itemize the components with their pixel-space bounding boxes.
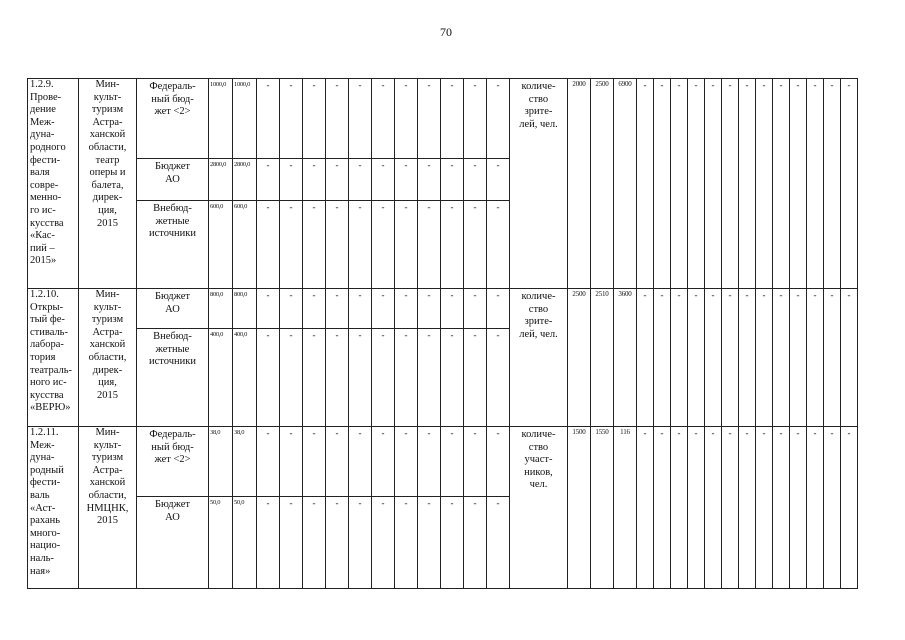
funding-dash-cell: -	[418, 497, 441, 589]
funding-dash-cell: -	[257, 329, 280, 427]
indicator-dash-cell: -	[756, 289, 773, 427]
funding-dash-cell: -	[487, 201, 510, 289]
indicator-dash-cell: -	[722, 79, 739, 289]
activity-number: 1.2.10.	[30, 289, 59, 300]
funding-dash-cell: -	[395, 329, 418, 427]
funding-dash-cell: -	[441, 201, 464, 289]
funding-dash-cell: -	[441, 427, 464, 497]
table-row	[28, 79, 858, 159]
indicator-value: 6900	[614, 79, 637, 289]
program-activities-table	[27, 78, 858, 589]
funding-dash-cell: -	[487, 159, 510, 201]
funding-dash-cell: -	[464, 289, 487, 329]
indicator-dash-cell: -	[637, 289, 654, 427]
indicator-dash-cell: -	[671, 289, 688, 427]
activity-name: Меж- дуна- родный фести- валь «Аст- рахань много- нацио- наль- ная»	[30, 439, 64, 577]
funding-dash-cell: -	[303, 329, 326, 427]
indicator-dash-cell: -	[671, 427, 688, 589]
funding-dash-cell: -	[257, 159, 280, 201]
funding-dash-cell: -	[441, 329, 464, 427]
funding-dash-cell: -	[280, 497, 303, 589]
indicator-dash-cell: -	[739, 427, 756, 589]
activity-number: 1.2.11.	[30, 427, 59, 438]
funding-total: 800,0	[209, 289, 233, 329]
funding-dash-cell: -	[487, 79, 510, 159]
funding-dash-cell: -	[372, 159, 395, 201]
funding-dash-cell: -	[326, 201, 349, 289]
indicator-value: 2510	[591, 289, 614, 427]
indicator-dash-cell: -	[688, 427, 705, 589]
indicator-dash-cell: -	[756, 427, 773, 589]
indicator-dash-cell: -	[637, 427, 654, 589]
funding-source: Внебюд- жетные источники	[137, 201, 209, 289]
funding-dash-cell: -	[372, 201, 395, 289]
funding-dash-cell: -	[487, 427, 510, 497]
indicator-dash-cell: -	[739, 289, 756, 427]
funding-source: Федераль- ный бюд- жет <2>	[137, 79, 209, 159]
funding-dash-cell: -	[303, 427, 326, 497]
funding-dash-cell: -	[326, 289, 349, 329]
indicator-dash-cell: -	[807, 427, 824, 589]
funding-dash-cell: -	[441, 289, 464, 329]
funding-total: 600,0	[209, 201, 233, 289]
funding-dash-cell: -	[349, 201, 372, 289]
funding-source: Бюджет АО	[137, 159, 209, 201]
funding-total: 400,0	[209, 329, 233, 427]
indicator-dash-cell: -	[841, 427, 858, 589]
indicator-value: 1500	[568, 427, 591, 589]
indicator-dash-cell: -	[841, 289, 858, 427]
page-number: 70	[440, 25, 452, 39]
funding-source: Федераль- ный бюд- жет <2>	[137, 427, 209, 497]
funding-year-value: 50,0	[233, 497, 257, 589]
indicator-value: 116	[614, 427, 637, 589]
indicator-value: 2000	[568, 79, 591, 289]
funding-dash-cell: -	[326, 79, 349, 159]
table-row	[28, 289, 858, 329]
funding-dash-cell: -	[395, 289, 418, 329]
funding-dash-cell: -	[303, 79, 326, 159]
indicator-value: 3600	[614, 289, 637, 427]
funding-dash-cell: -	[464, 497, 487, 589]
funding-dash-cell: -	[280, 427, 303, 497]
funding-dash-cell: -	[326, 329, 349, 427]
funding-dash-cell: -	[280, 79, 303, 159]
funding-year-value: 2800,0	[233, 159, 257, 201]
funding-dash-cell: -	[487, 289, 510, 329]
indicator-dash-cell: -	[790, 289, 807, 427]
indicator-dash-cell: -	[773, 427, 790, 589]
funding-dash-cell: -	[257, 201, 280, 289]
indicator-dash-cell: -	[790, 427, 807, 589]
indicator-dash-cell: -	[824, 289, 841, 427]
funding-total: 2800,0	[209, 159, 233, 201]
funding-year-value: 38,0	[233, 427, 257, 497]
funding-dash-cell: -	[303, 201, 326, 289]
activity-name: Откры- тый фе- стиваль- лабора- тория театраль- ного ис- кусства «ВЕРЮ»	[30, 301, 73, 414]
funding-dash-cell: -	[280, 289, 303, 329]
indicator-dash-cell: -	[722, 289, 739, 427]
funding-dash-cell: -	[464, 427, 487, 497]
funding-dash-cell: -	[418, 159, 441, 201]
executor-cell: Мин- культ- туризм Астра- ханской области, дирек- ция, 2015	[79, 289, 137, 427]
funding-dash-cell: -	[349, 159, 372, 201]
funding-year-value: 1000,0	[233, 79, 257, 159]
funding-dash-cell: -	[487, 329, 510, 427]
funding-total: 38,0	[209, 427, 233, 497]
indicator-value: 2500	[568, 289, 591, 427]
indicator-dash-cell: -	[841, 79, 858, 289]
executor-cell: Мин- культ- туризм Астра- ханской области, театр оперы и балета, дирек- ция, 2015	[79, 79, 137, 289]
activity-name: Прове- дение Меж- дуна- родного фести- валя совре- менно- го ис- кусства «Кас- пий – 2015»	[30, 91, 66, 267]
funding-dash-cell: -	[464, 79, 487, 159]
funding-dash-cell: -	[487, 497, 510, 589]
indicator-dash-cell: -	[790, 79, 807, 289]
funding-dash-cell: -	[441, 79, 464, 159]
indicator-dash-cell: -	[705, 427, 722, 589]
funding-year-value: 800,0	[233, 289, 257, 329]
funding-dash-cell: -	[349, 497, 372, 589]
funding-dash-cell: -	[372, 289, 395, 329]
indicator-dash-cell: -	[773, 289, 790, 427]
funding-dash-cell: -	[418, 79, 441, 159]
indicator-dash-cell: -	[637, 79, 654, 289]
indicator-dash-cell: -	[824, 427, 841, 589]
indicator-name: количе- ство участ- ников, чел.	[510, 427, 568, 589]
funding-dash-cell: -	[441, 159, 464, 201]
funding-dash-cell: -	[395, 159, 418, 201]
table-row	[28, 427, 858, 497]
indicator-dash-cell: -	[654, 79, 671, 289]
indicator-dash-cell: -	[756, 79, 773, 289]
funding-dash-cell: -	[395, 79, 418, 159]
funding-dash-cell: -	[418, 289, 441, 329]
funding-dash-cell: -	[372, 427, 395, 497]
funding-dash-cell: -	[372, 79, 395, 159]
funding-dash-cell: -	[326, 159, 349, 201]
indicator-dash-cell: -	[739, 79, 756, 289]
funding-source: Бюджет АО	[137, 289, 209, 329]
activity-title	[28, 289, 79, 427]
funding-dash-cell: -	[349, 289, 372, 329]
indicator-dash-cell: -	[722, 427, 739, 589]
funding-dash-cell: -	[257, 497, 280, 589]
funding-dash-cell: -	[326, 497, 349, 589]
funding-dash-cell: -	[372, 329, 395, 427]
funding-dash-cell: -	[395, 201, 418, 289]
funding-dash-cell: -	[372, 497, 395, 589]
indicator-dash-cell: -	[688, 79, 705, 289]
funding-dash-cell: -	[303, 159, 326, 201]
indicator-dash-cell: -	[688, 289, 705, 427]
indicator-dash-cell: -	[654, 289, 671, 427]
indicator-dash-cell: -	[773, 79, 790, 289]
funding-dash-cell: -	[464, 159, 487, 201]
funding-dash-cell: -	[257, 289, 280, 329]
funding-dash-cell: -	[280, 159, 303, 201]
indicator-name: количе- ство зрите- лей, чел.	[510, 79, 568, 289]
activity-title	[28, 427, 79, 589]
indicator-dash-cell: -	[705, 289, 722, 427]
funding-total: 1000,0	[209, 79, 233, 159]
indicator-name: количе- ство зрите- лей, чел.	[510, 289, 568, 427]
indicator-value: 2500	[591, 79, 614, 289]
funding-dash-cell: -	[349, 329, 372, 427]
indicator-dash-cell: -	[671, 79, 688, 289]
funding-dash-cell: -	[464, 201, 487, 289]
activity-number: 1.2.9.	[30, 79, 54, 90]
funding-dash-cell: -	[303, 289, 326, 329]
indicator-dash-cell: -	[705, 79, 722, 289]
funding-dash-cell: -	[395, 427, 418, 497]
funding-source: Внебюд- жетные источники	[137, 329, 209, 427]
indicator-dash-cell: -	[824, 79, 841, 289]
indicator-dash-cell: -	[807, 79, 824, 289]
funding-dash-cell: -	[303, 497, 326, 589]
activity-title	[28, 79, 79, 289]
indicator-dash-cell: -	[807, 289, 824, 427]
executor-cell: Мин- культ- туризм Астра- ханской области, НМЦНК, 2015	[79, 427, 137, 589]
funding-dash-cell: -	[280, 201, 303, 289]
funding-dash-cell: -	[349, 79, 372, 159]
funding-dash-cell: -	[395, 497, 418, 589]
funding-dash-cell: -	[418, 427, 441, 497]
funding-dash-cell: -	[464, 329, 487, 427]
funding-year-value: 600,0	[233, 201, 257, 289]
funding-dash-cell: -	[326, 427, 349, 497]
indicator-dash-cell: -	[654, 427, 671, 589]
funding-dash-cell: -	[441, 497, 464, 589]
funding-year-value: 400,0	[233, 329, 257, 427]
funding-source: Бюджет АО	[137, 497, 209, 589]
funding-total: 50,0	[209, 497, 233, 589]
funding-dash-cell: -	[257, 427, 280, 497]
funding-dash-cell: -	[349, 427, 372, 497]
indicator-value: 1550	[591, 427, 614, 589]
funding-dash-cell: -	[418, 329, 441, 427]
funding-dash-cell: -	[257, 79, 280, 159]
funding-dash-cell: -	[418, 201, 441, 289]
funding-dash-cell: -	[280, 329, 303, 427]
